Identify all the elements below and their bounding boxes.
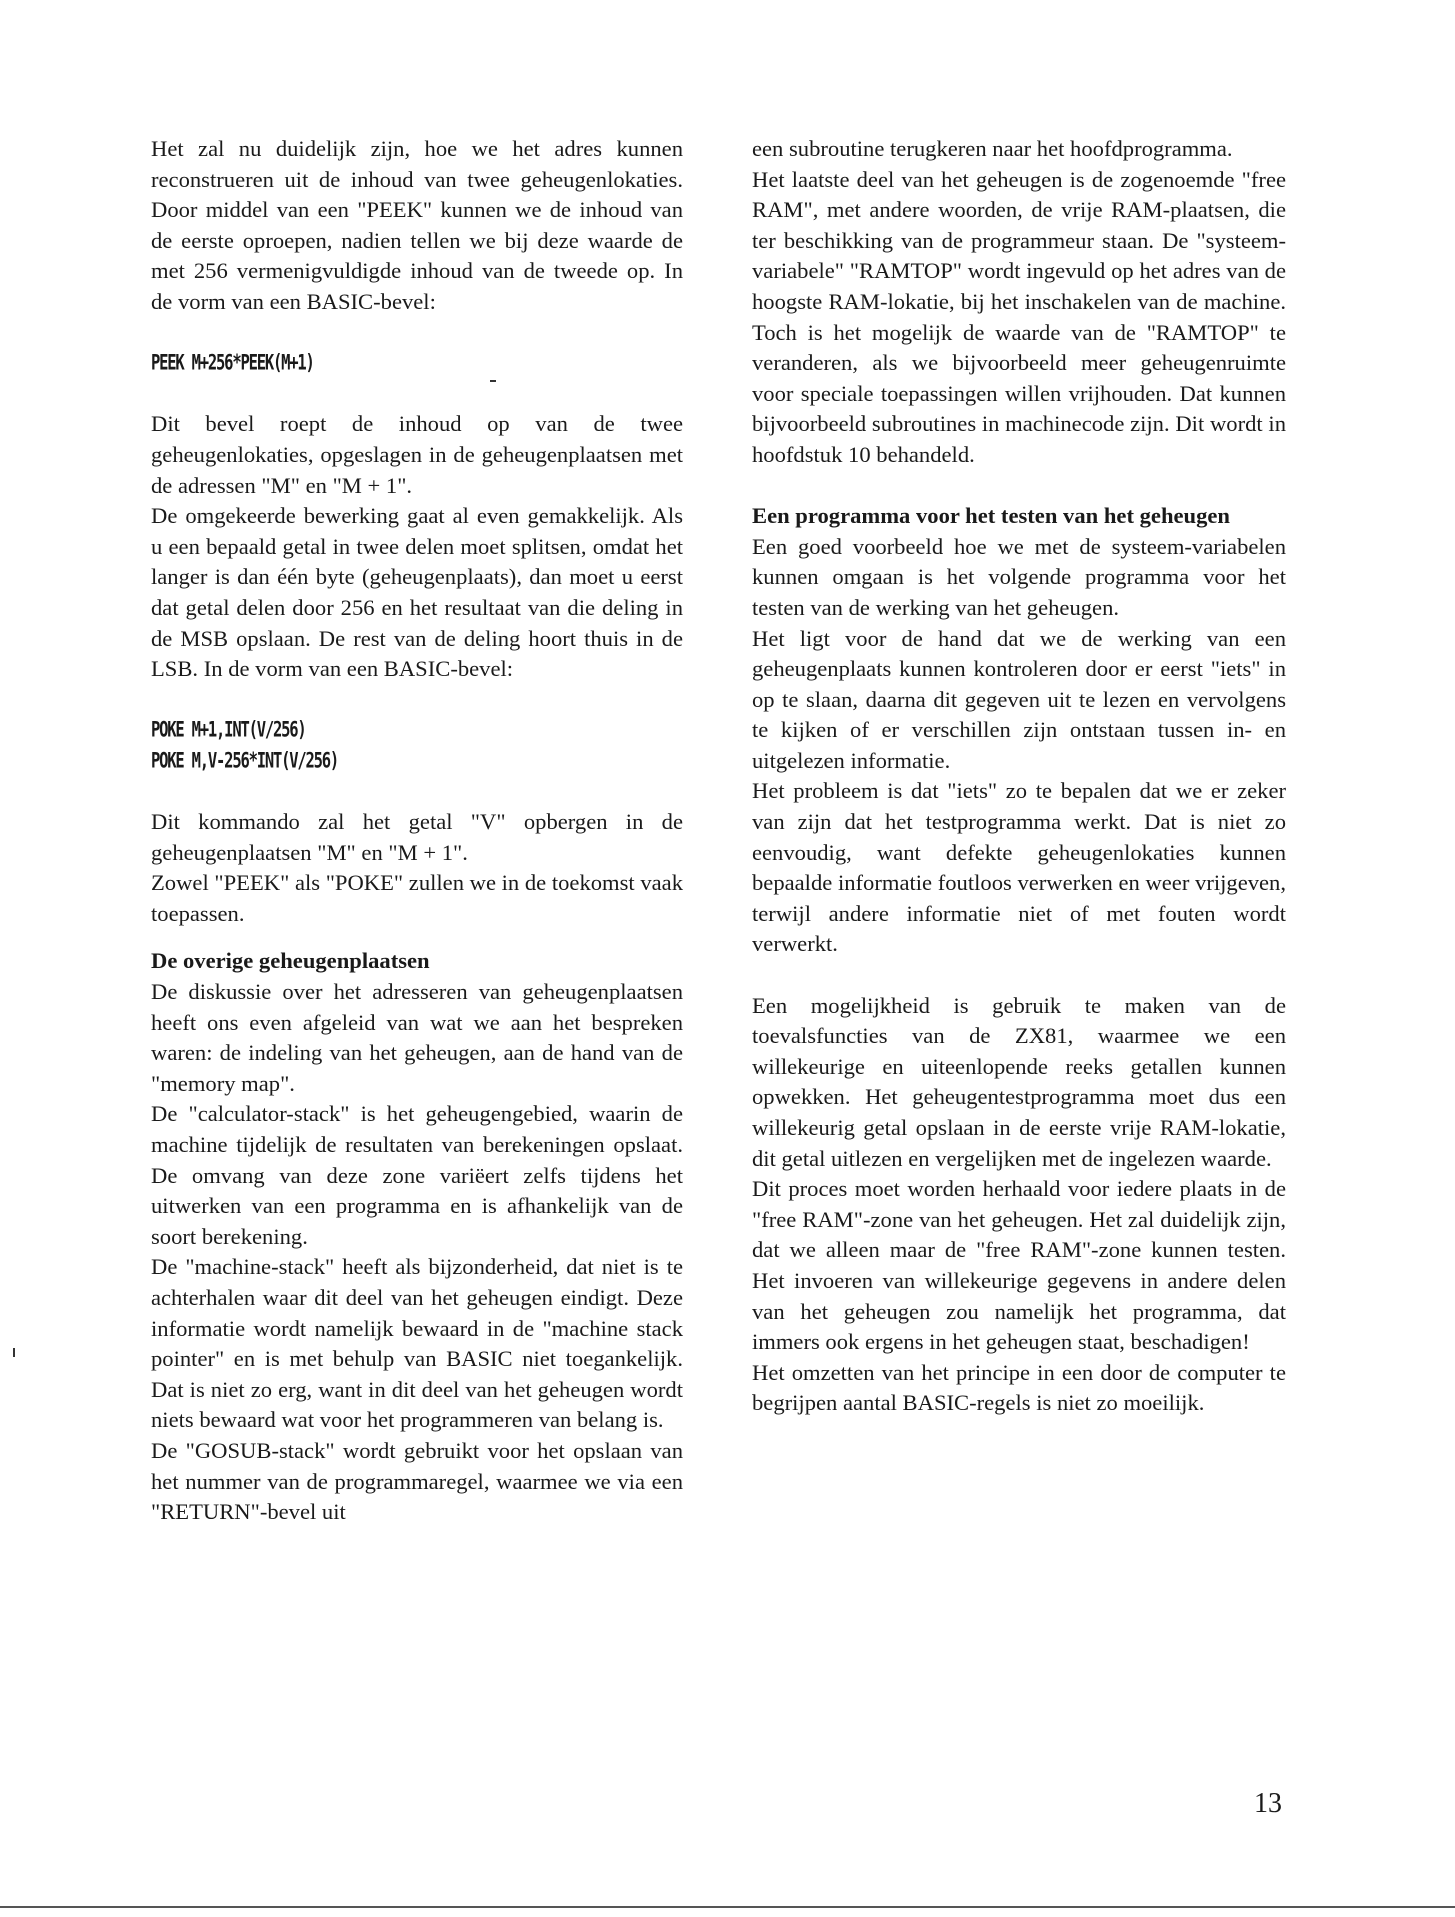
paragraph: Dit proces moet worden herhaald voor iedere plaats in de "free RAM"-zone van het geheugen. Het zal duidelijk zijn, dat we alleen maar de "free RAM"-zone kunnen testen. Het invoeren van willekeurige gegevens in andere delen van het geheugen zou namelijk het programma, dat immers ook ergens in het geheugen staat, beschadigen! xyxy=(752,1176,1286,1355)
paragraph: Het zal nu duidelijk zijn, hoe we het adres kunnen reconstrueren uit de inhoud van twee geheugenlokaties. Door middel van een "PEEK" kunnen we de inhoud van de eerste oproepen, nadien tellen we bij deze waarde de met 256 vermenigvuldigde inhoud van de tweede op. In de vorm van een BASIC-bevel: xyxy=(151,136,683,314)
paragraph: een subroutine terugkeren naar het hoofdprogramma. xyxy=(752,136,1233,161)
scan-speck xyxy=(490,380,496,382)
paragraph: De "calculator-stack" is het geheugengebied, waarin de machine tijdelijk de resultaten van berekeningen opslaat. De omvang van deze zone variëert zelfs tijdens het uitwerken van een programma en is afhankelijk van de soort berekening. xyxy=(151,1101,683,1249)
paragraph: Een goed voorbeeld hoe we met de systeem-variabelen kunnen omgaan is het volgende programma voor het testen van de werking van het geheugen. xyxy=(752,533,1286,620)
paragraph: Zowel "PEEK" als "POKE" zullen we in de toekomst vaak toepassen. xyxy=(151,870,683,926)
paragraph: Het laatste deel van het geheugen is de zogenoemde "free RAM", met andere woorden, de vrije RAM-plaatsen, die ter beschikking van de programmeur staan. De "systeem-variabele" "RAMTOP" wordt ingevuld op het adres van de hoogste RAM-lokatie, bij het inschakelen van de machine. Toch is het mogelijk de waarde van de "RAMTOP" te veranderen, als we bijvoorbeeld meer geheugenruimte voor speciale toepassingen willen vrijhouden. Dat kunnen bijvoorbeeld subroutines in machinecode zijn. Dit wordt in hoofdstuk 10 behandeld. xyxy=(752,166,1286,467)
paragraph: Een mogelijkheid is gebruik te maken van de toevalsfuncties van de ZX81, waarmee we een willekeurige en uiteenlopende reeks getallen kunnen opwekken. Het geheugentestprogramma moet dus een willekeurig getal opslaan in de eerste vrije RAM-lokatie, dit getal uitlezen en vergelijken met de ingelezen waarde. xyxy=(752,992,1286,1171)
paragraph: Het omzetten van het principe in een door de computer te begrijpen aantal BASIC-regels is niet zo moeilijk. xyxy=(752,1359,1286,1416)
paragraph: Het probleem is dat "iets" zo te bepalen dat we er zeker van zijn dat het testprogramma werkt. Dat is niet zo eenvoudig, want defekte geheugenlokaties kunnen bepaalde informatie foutloos verwerken en weer vrijgeven, terwijl andere informatie niet of met fouten wordt verwerkt. xyxy=(752,778,1286,957)
bottom-rule xyxy=(0,1906,1455,1908)
section-heading: Een programma voor het testen van het geheugen xyxy=(752,503,1230,529)
spacer xyxy=(151,929,683,946)
paragraph: Dit kommando zal het getal "V" opbergen in de geheugenplaatsen "M" en "M + 1". xyxy=(151,809,683,865)
spacer xyxy=(752,471,1286,502)
scan-speck xyxy=(13,1348,15,1357)
code-line: POKE M+1,INT(V/256) xyxy=(151,718,306,743)
paragraph: De omgekeerde bewerking gaat al even gemakkelijk. Als u een bepaald getal in twee delen moet splitsen, omdat het langer is dan één byte (geheugenplaats), dan moet u eerst dat getal delen door 256 en het resultaat van die deling in de MSB opslaan. De rest van de deling hoort thuis in de LSB. In de vorm van een BASIC-bevel: xyxy=(151,503,683,682)
section-heading: De overige geheugenplaatsen xyxy=(151,948,430,974)
page-number: 13 xyxy=(1254,1788,1282,1819)
code-line: POKE M,V-256*INT(V/256) xyxy=(151,748,339,773)
paragraph: De diskussie over het adresseren van geheugenplaatsen heeft ons even afgeleid van wat we aan het bespreken waren: de indeling van het geheugen, aan de hand van de "memory map". xyxy=(151,979,683,1096)
code-line: PEEK M+256*PEEK(M+1) xyxy=(151,350,314,376)
paragraph: De "GOSUB-stack" wordt gebruikt voor het opslaan van het nummer van de programmaregel, waarmee we via een "RETURN"-bevel uit xyxy=(151,1437,683,1525)
paragraph: Dit bevel roept de inhoud op van de twee geheugenlokaties, opgeslagen in de geheugenplaatsen met de adressen "M" en "M + 1". xyxy=(151,411,683,498)
left-column xyxy=(151,134,683,1528)
right-column xyxy=(752,134,1286,1419)
paragraph: De "machine-stack" heeft als bijzonderheid, dat niet is te achterhalen waar dit deel van het geheugen eindigt. Deze informatie wordt namelijk bewaard in de "machine stack pointer" en is met behulp van BASIC niet toegankelijk. Dat is niet zo erg, want in dit deel van het geheugen wordt niets bewaard wat voor het programmeren van belang is. xyxy=(151,1254,683,1433)
spacer xyxy=(752,960,1286,991)
paragraph: Het ligt voor de hand dat we de werking van een geheugenplaats kunnen kontroleren door er eerst "iets" in op te slaan, daarna dit gegeven uit te lezen en vervolgens te kijken of er verschillen zijn ontstaan tussen in- en uitgelezen informatie. xyxy=(752,625,1286,773)
